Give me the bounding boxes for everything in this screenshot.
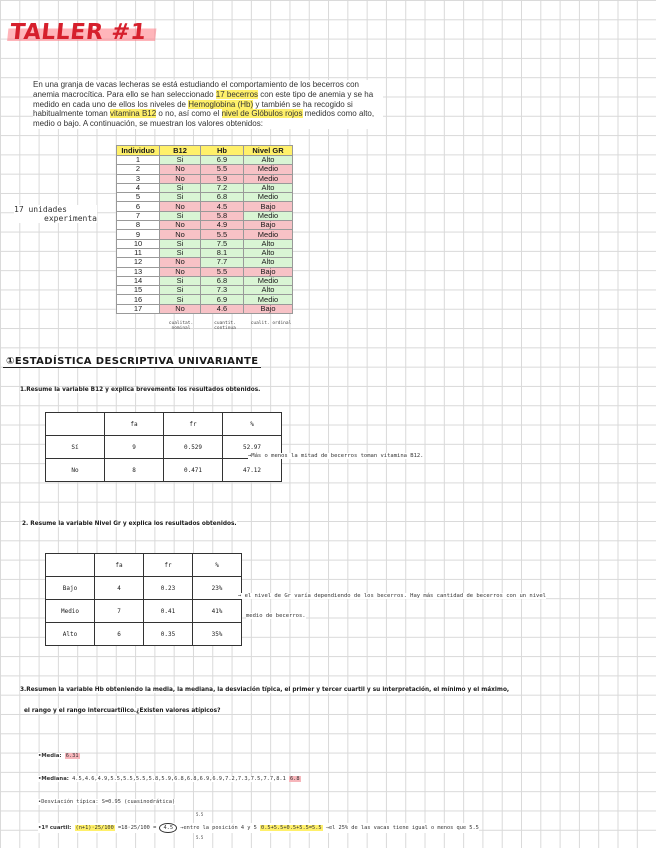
- col-note-hb: cuantit. continua: [214, 321, 236, 331]
- mediana-value: 6.8: [289, 776, 300, 782]
- question-3-cont: el rango y el rango intercuartílico.¿Existen valores atípicos?: [24, 708, 221, 714]
- table-cell: Bajo: [244, 267, 293, 276]
- table-row: [46, 413, 282, 436]
- table-row: [46, 577, 242, 600]
- cuartil-label: •1º cuartil:: [38, 825, 72, 831]
- units-line: 17 unidades: [14, 205, 67, 214]
- table-cell: 10: [117, 239, 160, 248]
- table-cell: 8: [117, 221, 160, 230]
- header-nivel-gr: Nivel GR: [244, 146, 293, 156]
- table-row: [117, 230, 293, 239]
- table-cell: Bajo: [244, 304, 293, 313]
- table-cell: 3: [117, 174, 160, 183]
- table-cell: Si: [160, 276, 201, 285]
- table-cell: Medio: [244, 230, 293, 239]
- table-row: [46, 436, 282, 459]
- table-cell: 7.7: [201, 258, 244, 267]
- table-cell: Si: [160, 183, 201, 192]
- mediana-label: •Mediana:: [38, 776, 69, 782]
- table-row: [117, 286, 293, 295]
- cuartil-side-bottom: 5.5: [196, 835, 204, 840]
- intro-paragraph: [33, 80, 383, 129]
- table-row: [46, 623, 242, 646]
- table-cell: No: [160, 174, 201, 183]
- data-table: [116, 145, 293, 314]
- table-cell: 0.23: [144, 577, 193, 600]
- b12-frequency-table: [45, 412, 282, 482]
- header-hb: Hb: [201, 146, 244, 156]
- table-cell: 5.9: [201, 174, 244, 183]
- table-cell: Alto: [46, 623, 95, 646]
- table-cell: %: [193, 554, 242, 577]
- header-b12: B12: [160, 146, 201, 156]
- table-cell: Si: [160, 211, 201, 220]
- table-row: [117, 156, 293, 165]
- table-row: [117, 174, 293, 183]
- table-cell: Alto: [244, 258, 293, 267]
- table-cell: 4.5: [201, 202, 244, 211]
- table-cell: [46, 554, 95, 577]
- table-cell: 0.529: [164, 436, 223, 459]
- table-cell: Medio: [46, 600, 95, 623]
- table-row: [117, 221, 293, 230]
- table-row: [117, 165, 293, 174]
- table-cell: fa: [95, 554, 144, 577]
- table-row: [117, 267, 293, 276]
- table-cell: 9: [117, 230, 160, 239]
- col-note-b12: cualitat. nominal: [168, 321, 194, 331]
- table-cell: 7.3: [201, 286, 244, 295]
- table-cell: Medio: [244, 211, 293, 220]
- table-cell: 4.9: [201, 221, 244, 230]
- table-cell: 6.9: [201, 295, 244, 304]
- intro-text: con este tipo de anemia y se ha medido en cada uno de ellos los niveles de: [33, 89, 374, 109]
- table-cell: Medio: [244, 165, 293, 174]
- table-cell: 7: [95, 600, 144, 623]
- table-cell: Bajo: [244, 221, 293, 230]
- table-row: [117, 183, 293, 192]
- table-cell: 5.5: [201, 165, 244, 174]
- table-row: [117, 239, 293, 248]
- cuartil-interpretation: →el 25% de las vacas tiene igual o menos que 5.5: [325, 825, 479, 831]
- table-cell: Medio: [244, 276, 293, 285]
- table-row: [46, 459, 282, 482]
- page-title: TALLER #1: [7, 20, 158, 45]
- table-cell: 11: [117, 248, 160, 257]
- intro-highlight: 17 becerros: [215, 89, 259, 99]
- gr-frequency-table: [45, 553, 242, 646]
- table-cell: Alto: [244, 248, 293, 257]
- table-cell: 6.8: [201, 193, 244, 202]
- section-title: ①ESTADÍSTICA DESCRIPTIVA UNIVARIANTE: [3, 356, 261, 368]
- table-cell: Si: [160, 248, 201, 257]
- units-annotation: [14, 205, 97, 223]
- table-cell: No: [160, 165, 201, 174]
- cuartil-side-top: 5.5: [196, 812, 204, 817]
- question-2: 2. Resume la variable Nivel Gr y explica los resultados obtenidos.: [22, 521, 237, 527]
- table-cell: %: [223, 413, 282, 436]
- cuartil-line: [38, 823, 479, 833]
- table-cell: fa: [105, 413, 164, 436]
- table-cell: Bajo: [244, 202, 293, 211]
- mediana-line: [38, 776, 301, 782]
- table-cell: Alto: [244, 183, 293, 192]
- table-cell: 4: [95, 577, 144, 600]
- table-cell: 5.5: [201, 267, 244, 276]
- table-cell: 6: [95, 623, 144, 646]
- media-label: •Media:: [38, 753, 62, 759]
- table-cell: 6.9: [201, 156, 244, 165]
- table-cell: 4.6: [201, 304, 244, 313]
- table-cell: 5.8: [201, 211, 244, 220]
- table-row: [117, 276, 293, 285]
- table-cell: 6: [117, 202, 160, 211]
- intro-highlight: Hemoglobina (Hb): [188, 99, 254, 109]
- question-1: 1.Resume la variable B12 y explica brevemente los resultados obtenidos.: [20, 387, 261, 393]
- table-cell: 15: [117, 286, 160, 295]
- table-cell: Si: [160, 193, 201, 202]
- table-cell: Alto: [244, 239, 293, 248]
- table-cell: 14: [117, 276, 160, 285]
- table-cell: Medio: [244, 174, 293, 183]
- cuartil-calc: 0.5+5.5+0.5+5.5=5.5: [261, 825, 322, 831]
- table-cell: Si: [160, 286, 201, 295]
- table-cell: 7: [117, 211, 160, 220]
- table-cell: 52.97: [223, 436, 282, 459]
- table-cell: Si: [160, 156, 201, 165]
- table-cell: Si: [160, 239, 201, 248]
- table-cell: 35%: [193, 623, 242, 646]
- intro-text: o no, así como el: [156, 109, 222, 119]
- table-cell: No: [160, 304, 201, 313]
- intro-text: En una granja de vacas lecheras se está estudiando el comportamiento de los becerros con anemia macrocítica. Para ello se han seleccionado: [33, 80, 359, 99]
- table-cell: 23%: [193, 577, 242, 600]
- table-cell: No: [160, 202, 201, 211]
- note-1: →Más o menos la mitad de becerros toman vitamina B12.: [248, 453, 424, 459]
- table-cell: Alto: [244, 286, 293, 295]
- table-row: [117, 304, 293, 313]
- cuartil-formula-2: =18·25/100 =: [117, 825, 157, 831]
- table-cell: 6.8: [201, 276, 244, 285]
- table-row: [117, 258, 293, 267]
- table-cell: 5: [117, 193, 160, 202]
- table-cell: No: [160, 258, 201, 267]
- table-cell: 9: [105, 436, 164, 459]
- note-2a: → el nivel de Gr varía dependiendo de los becerros. Hay más cantidad de becerros con un nivel: [238, 593, 546, 599]
- table-cell: Sí: [46, 436, 105, 459]
- cuartil-position: 4.5: [159, 823, 177, 833]
- cuartil-position-note: →entre la posición 4 y 5: [180, 825, 257, 831]
- table-header-row: [117, 146, 293, 156]
- cuartil-formula: (n+1)·25/100: [75, 825, 114, 831]
- intro-highlight: nivel de Glóbulos rojos: [221, 109, 303, 119]
- note-2b: medio de becerros.: [246, 613, 306, 619]
- table-cell: [46, 413, 105, 436]
- table-cell: Bajo: [46, 577, 95, 600]
- table-row: [46, 600, 242, 623]
- table-row: [117, 202, 293, 211]
- col-note-gr: cualit. ordinal: [250, 321, 292, 326]
- table-cell: 0.41: [144, 600, 193, 623]
- table-cell: 47.12: [223, 459, 282, 482]
- mediana-sequence: 4.5,4.6,4.9,5.5,5.5,5.5,5.8,5.9,6.8,6.8,6.9,6.9,7.2,7.3,7.5,7.7,8.1: [72, 776, 286, 782]
- table-cell: 1: [117, 156, 160, 165]
- media-line: [38, 753, 80, 759]
- table-cell: 0.35: [144, 623, 193, 646]
- table-cell: 8.1: [201, 248, 244, 257]
- table-cell: Alto: [244, 156, 293, 165]
- table-cell: 41%: [193, 600, 242, 623]
- header-individuo: Individuo: [117, 146, 160, 156]
- table-cell: 7.2: [201, 183, 244, 192]
- table-row: [117, 248, 293, 257]
- table-cell: 4: [117, 183, 160, 192]
- table-cell: 0.471: [164, 459, 223, 482]
- intro-highlight: vitamina B12: [109, 109, 157, 119]
- question-3: 3.Resumen la variable Hb obteniendo la media, la mediana, la desviación típica, el primer y tercer cuartil y su interpretación, el mínimo y el máximo,: [20, 687, 510, 693]
- table-cell: 12: [117, 258, 160, 267]
- table-cell: Si: [160, 295, 201, 304]
- table-cell: 13: [117, 267, 160, 276]
- table-cell: 7.5: [201, 239, 244, 248]
- table-cell: No: [160, 221, 201, 230]
- intro-text: y también se ha recogido si habitualmente toman: [33, 99, 353, 119]
- table-cell: fr: [164, 413, 223, 436]
- table-cell: 2: [117, 165, 160, 174]
- table-cell: No: [160, 230, 201, 239]
- table-cell: No: [46, 459, 105, 482]
- units-line: experimenta: [44, 214, 97, 223]
- desviacion-line: •Desviación típica: S=0.95 (cuasinodrática): [38, 799, 176, 805]
- intro-text: medidos como alto, medio o bajo. A continuación, se muestran los valores obtenidos:: [33, 109, 375, 129]
- table-cell: 16: [117, 295, 160, 304]
- table-row: [117, 193, 293, 202]
- table-row: [117, 295, 293, 304]
- table-cell: 5.5: [201, 230, 244, 239]
- table-cell: No: [160, 267, 201, 276]
- table-cell: 17: [117, 304, 160, 313]
- table-row: [117, 211, 293, 220]
- table-cell: Medio: [244, 295, 293, 304]
- table-row: [46, 554, 242, 577]
- media-value: 6.31: [65, 753, 79, 759]
- table-cell: fr: [144, 554, 193, 577]
- table-cell: Medio: [244, 193, 293, 202]
- table-body: [117, 156, 293, 314]
- table-cell: 8: [105, 459, 164, 482]
